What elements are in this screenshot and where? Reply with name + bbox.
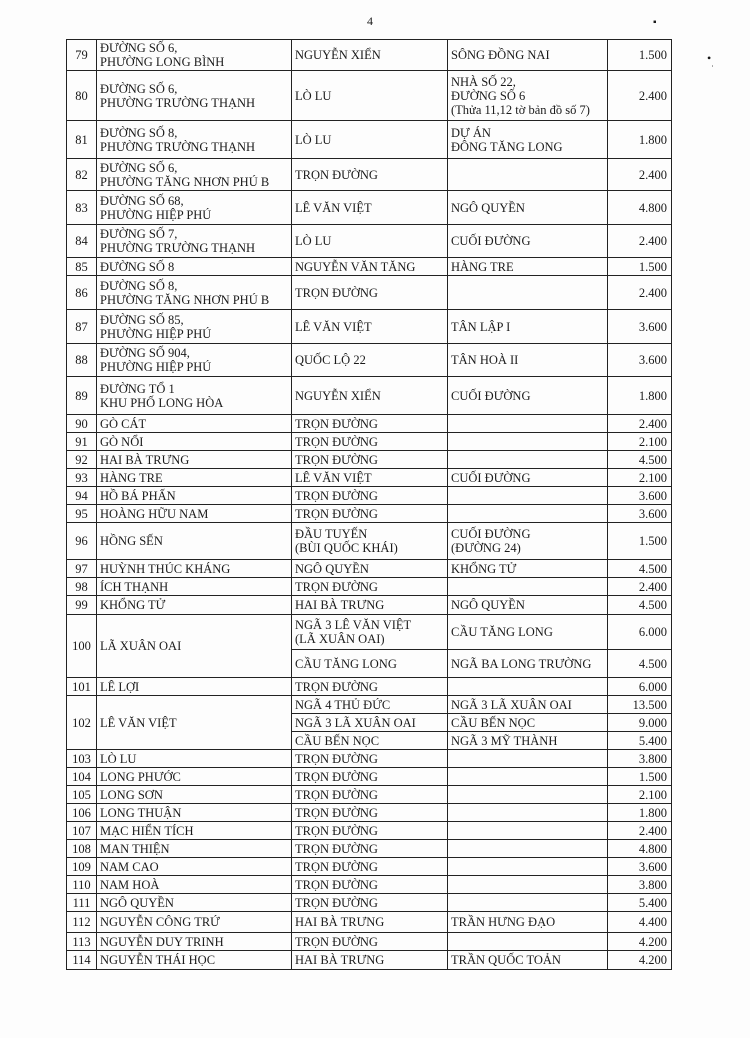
scan-dot-mark: ˙ — [711, 64, 714, 74]
segment-from: TRỌN ĐƯỜNG — [292, 578, 448, 596]
row-number: 95 — [67, 505, 97, 523]
segment-from: LÒ LU — [292, 121, 448, 159]
price-value: 4.200 — [608, 951, 672, 970]
street-name: LÒ LU — [97, 750, 292, 768]
row-number: 79 — [67, 40, 97, 71]
table-row — [67, 912, 672, 933]
street-name: ĐƯỜNG SỐ 7, PHƯỜNG TRƯỜNG THẠNH — [97, 225, 292, 258]
table-row — [67, 951, 672, 970]
segment-to — [448, 415, 608, 433]
table-row — [67, 40, 672, 71]
segment-from: TRỌN ĐƯỜNG — [292, 750, 448, 768]
segment-from: TRỌN ĐƯỜNG — [292, 768, 448, 786]
row-number: 94 — [67, 487, 97, 505]
price-value: 4.400 — [608, 912, 672, 933]
row-number: 93 — [67, 469, 97, 487]
street-name: GÒ CÁT — [97, 415, 292, 433]
row-number: 103 — [67, 750, 97, 768]
table-row — [67, 768, 672, 786]
street-name: NAM CAO — [97, 858, 292, 876]
street-name: NGUYỄN DUY TRINH — [97, 933, 292, 951]
segment-to: CUỐI ĐƯỜNG — [448, 225, 608, 258]
segment-to: CẦU BẾN NỌC — [448, 714, 608, 732]
street-name: NGUYỄN CÔNG TRỨ — [97, 912, 292, 933]
segment-from: CẦU TĂNG LONG — [292, 650, 448, 678]
price-value: 1.500 — [608, 40, 672, 71]
price-value: 3.600 — [608, 487, 672, 505]
street-name: HAI BÀ TRƯNG — [97, 451, 292, 469]
segment-to — [448, 451, 608, 469]
segment-from: LÊ VĂN VIỆT — [292, 310, 448, 344]
street-name: ĐƯỜNG TỔ 1 KHU PHỐ LONG HÒA — [97, 377, 292, 415]
row-number: 107 — [67, 822, 97, 840]
segment-to: TÂN HOÀ II — [448, 344, 608, 377]
street-name: LÊ VĂN VIỆT — [97, 696, 292, 750]
segment-to: NGÃ BA LONG TRƯỜNG — [448, 650, 608, 678]
price-value: 1.500 — [608, 258, 672, 276]
segment-to — [448, 505, 608, 523]
table-row — [67, 804, 672, 822]
segment-from: NGÃ 3 LÊ VĂN VIỆT (LÃ XUÂN OAI) — [292, 615, 448, 650]
segment-from: TRỌN ĐƯỜNG — [292, 451, 448, 469]
segment-to: CUỐI ĐƯỜNG — [448, 377, 608, 415]
segment-from: QUỐC LỘ 22 — [292, 344, 448, 377]
segment-to — [448, 858, 608, 876]
segment-from: TRỌN ĐƯỜNG — [292, 159, 448, 191]
segment-to — [448, 894, 608, 912]
table-row — [67, 523, 672, 560]
segment-to: TÂN LẬP I — [448, 310, 608, 344]
street-name: ĐƯỜNG SỐ 6, PHƯỜNG LONG BÌNH — [97, 40, 292, 71]
price-value: 4.500 — [608, 650, 672, 678]
street-name: NAM HOÀ — [97, 876, 292, 894]
price-value: 3.600 — [608, 344, 672, 377]
price-value: 4.200 — [608, 933, 672, 951]
street-name: LONG SƠN — [97, 786, 292, 804]
scan-dot-mark: ▪ — [653, 17, 657, 28]
price-value: 6.000 — [608, 678, 672, 696]
segment-from: TRỌN ĐƯỜNG — [292, 894, 448, 912]
price-value: 1.800 — [608, 121, 672, 159]
segment-to: NGÃ 3 MỸ THÀNH — [448, 732, 608, 750]
row-number: 91 — [67, 433, 97, 451]
segment-to: TRẦN QUỐC TOẢN — [448, 951, 608, 970]
row-number: 85 — [67, 258, 97, 276]
table-row — [67, 786, 672, 804]
table-row — [67, 696, 672, 714]
price-value: 1.500 — [608, 523, 672, 560]
segment-from: HAI BÀ TRƯNG — [292, 596, 448, 615]
row-number: 100 — [67, 615, 97, 678]
segment-to — [448, 822, 608, 840]
price-value: 2.100 — [608, 433, 672, 451]
table-row — [67, 505, 672, 523]
price-value: 2.100 — [608, 469, 672, 487]
segment-to: CẦU TĂNG LONG — [448, 615, 608, 650]
table-row — [67, 121, 672, 159]
table-row — [67, 469, 672, 487]
segment-to — [448, 768, 608, 786]
segment-to — [448, 876, 608, 894]
row-number: 87 — [67, 310, 97, 344]
table-row — [67, 840, 672, 858]
row-number: 96 — [67, 523, 97, 560]
scan-dot-mark: • — [707, 51, 712, 65]
segment-to — [448, 578, 608, 596]
segment-to — [448, 487, 608, 505]
street-name: ĐƯỜNG SỐ 8, PHƯỜNG TRƯỜNG THẠNH — [97, 121, 292, 159]
row-number: 99 — [67, 596, 97, 615]
table-row — [67, 258, 672, 276]
segment-from: TRỌN ĐƯỜNG — [292, 678, 448, 696]
street-name: ĐƯỜNG SỐ 904, PHƯỜNG HIỆP PHÚ — [97, 344, 292, 377]
table-row — [67, 933, 672, 951]
segment-from: LÊ VĂN VIỆT — [292, 469, 448, 487]
segment-to — [448, 276, 608, 310]
street-name: ĐƯỜNG SỐ 6, PHƯỜNG TRƯỜNG THẠNH — [97, 71, 292, 121]
price-value: 5.400 — [608, 894, 672, 912]
price-value: 2.400 — [608, 159, 672, 191]
price-value: 2.400 — [608, 822, 672, 840]
street-name: ĐƯỜNG SỐ 8, PHƯỜNG TĂNG NHƠN PHÚ B — [97, 276, 292, 310]
table-row — [67, 578, 672, 596]
table-row — [67, 344, 672, 377]
price-value: 1.500 — [608, 768, 672, 786]
table-row — [67, 71, 672, 121]
page-number: 4 — [367, 14, 373, 28]
price-value: 2.400 — [608, 71, 672, 121]
segment-from: LÒ LU — [292, 71, 448, 121]
price-value: 4.800 — [608, 840, 672, 858]
table-row — [67, 894, 672, 912]
street-name: ĐƯỜNG SỐ 85, PHƯỜNG HIỆP PHÚ — [97, 310, 292, 344]
street-name: NGUYỄN THÁI HỌC — [97, 951, 292, 970]
row-number: 98 — [67, 578, 97, 596]
street-price-table — [66, 39, 672, 970]
segment-from: TRỌN ĐƯỜNG — [292, 840, 448, 858]
row-number: 106 — [67, 804, 97, 822]
street-name: HUỲNH THÚC KHÁNG — [97, 560, 292, 578]
street-name: GÒ NỔI — [97, 433, 292, 451]
segment-to — [448, 804, 608, 822]
segment-to — [448, 159, 608, 191]
street-name: HỒ BÁ PHẤN — [97, 487, 292, 505]
row-number: 114 — [67, 951, 97, 970]
row-number: 88 — [67, 344, 97, 377]
price-value: 4.800 — [608, 191, 672, 225]
segment-from: NGÔ QUYỀN — [292, 560, 448, 578]
segment-from: LÒ LU — [292, 225, 448, 258]
row-number: 80 — [67, 71, 97, 121]
segment-from: NGUYỄN XIỂN — [292, 377, 448, 415]
row-number: 109 — [67, 858, 97, 876]
row-number: 111 — [67, 894, 97, 912]
segment-from: TRỌN ĐƯỜNG — [292, 276, 448, 310]
segment-from: TRỌN ĐƯỜNG — [292, 786, 448, 804]
row-number: 105 — [67, 786, 97, 804]
row-number: 110 — [67, 876, 97, 894]
price-value: 2.400 — [608, 225, 672, 258]
segment-from: TRỌN ĐƯỜNG — [292, 433, 448, 451]
row-number: 84 — [67, 225, 97, 258]
segment-to — [448, 840, 608, 858]
segment-from: TRỌN ĐƯỜNG — [292, 933, 448, 951]
price-value: 6.000 — [608, 615, 672, 650]
street-name: ĐƯỜNG SỐ 8 — [97, 258, 292, 276]
street-name: HOÀNG HỮU NAM — [97, 505, 292, 523]
segment-to — [448, 750, 608, 768]
price-value: 3.600 — [608, 505, 672, 523]
row-number: 83 — [67, 191, 97, 225]
segment-from: NGÃ 4 THỦ ĐỨC — [292, 696, 448, 714]
table-row — [67, 415, 672, 433]
segment-from: TRỌN ĐƯỜNG — [292, 804, 448, 822]
row-number: 104 — [67, 768, 97, 786]
table-row — [67, 451, 672, 469]
table-row — [67, 377, 672, 415]
price-value: 13.500 — [608, 696, 672, 714]
price-value: 3.600 — [608, 310, 672, 344]
segment-to: CUỐI ĐƯỜNG (ĐƯỜNG 24) — [448, 523, 608, 560]
segment-to: TRẦN HƯNG ĐẠO — [448, 912, 608, 933]
segment-from: TRỌN ĐƯỜNG — [292, 415, 448, 433]
segment-from: ĐẦU TUYẾN (BÙI QUỐC KHÁI) — [292, 523, 448, 560]
price-value: 2.400 — [608, 578, 672, 596]
street-name: MAN THIỆN — [97, 840, 292, 858]
price-value: 2.400 — [608, 276, 672, 310]
street-name: LÊ LỢI — [97, 678, 292, 696]
table-row — [67, 433, 672, 451]
street-name: HÀNG TRE — [97, 469, 292, 487]
row-number: 113 — [67, 933, 97, 951]
table-row — [67, 876, 672, 894]
table-row — [67, 487, 672, 505]
segment-to — [448, 933, 608, 951]
segment-to — [448, 678, 608, 696]
price-value: 4.500 — [608, 560, 672, 578]
street-name: ÍCH THẠNH — [97, 578, 292, 596]
row-number: 89 — [67, 377, 97, 415]
segment-from: TRỌN ĐƯỜNG — [292, 822, 448, 840]
segment-to: NGÃ 3 LÃ XUÂN OAI — [448, 696, 608, 714]
row-number: 108 — [67, 840, 97, 858]
segment-to: DỰ ÁN ĐÔNG TĂNG LONG — [448, 121, 608, 159]
table-row — [67, 159, 672, 191]
price-value: 2.100 — [608, 786, 672, 804]
row-number: 86 — [67, 276, 97, 310]
row-number: 90 — [67, 415, 97, 433]
row-number: 101 — [67, 678, 97, 696]
price-value: 9.000 — [608, 714, 672, 732]
segment-from: HAI BÀ TRƯNG — [292, 912, 448, 933]
row-number: 97 — [67, 560, 97, 578]
street-name: LONG THUẬN — [97, 804, 292, 822]
street-name: MẠC HIỂN TÍCH — [97, 822, 292, 840]
segment-to: NHÀ SỐ 22, ĐƯỜNG SỐ 6 (Thửa 11,12 tờ bản đồ số 7) — [448, 71, 608, 121]
row-number: 102 — [67, 696, 97, 750]
segment-from: NGÃ 3 LÃ XUÂN OAI — [292, 714, 448, 732]
table-row — [67, 822, 672, 840]
price-value: 1.800 — [608, 377, 672, 415]
price-value: 1.800 — [608, 804, 672, 822]
row-number: 81 — [67, 121, 97, 159]
segment-to: HÀNG TRE — [448, 258, 608, 276]
segment-to: SÔNG ĐỒNG NAI — [448, 40, 608, 71]
table-row — [67, 191, 672, 225]
segment-from: TRỌN ĐƯỜNG — [292, 487, 448, 505]
segment-from: CẦU BẾN NỌC — [292, 732, 448, 750]
segment-to: CUỐI ĐƯỜNG — [448, 469, 608, 487]
segment-to — [448, 433, 608, 451]
street-name: ĐƯỜNG SỐ 68, PHƯỜNG HIỆP PHÚ — [97, 191, 292, 225]
table-row — [67, 276, 672, 310]
table-row — [67, 750, 672, 768]
price-value: 2.400 — [608, 415, 672, 433]
table-row — [67, 560, 672, 578]
street-name: KHỔNG TỬ — [97, 596, 292, 615]
segment-from: TRỌN ĐƯỜNG — [292, 876, 448, 894]
price-value: 3.600 — [608, 858, 672, 876]
table-row — [67, 858, 672, 876]
segment-from: NGUYỄN XIỂN — [292, 40, 448, 71]
price-value: 4.500 — [608, 596, 672, 615]
segment-from: NGUYỄN VĂN TĂNG — [292, 258, 448, 276]
street-name: NGÔ QUYỀN — [97, 894, 292, 912]
segment-from: TRỌN ĐƯỜNG — [292, 505, 448, 523]
segment-from: TRỌN ĐƯỜNG — [292, 858, 448, 876]
table-row — [67, 596, 672, 615]
street-name: LÃ XUÂN OAI — [97, 615, 292, 678]
row-number: 112 — [67, 912, 97, 933]
row-number: 92 — [67, 451, 97, 469]
segment-from: LÊ VĂN VIỆT — [292, 191, 448, 225]
segment-to: NGÔ QUYỀN — [448, 191, 608, 225]
street-name: ĐƯỜNG SỐ 6, PHƯỜNG TĂNG NHƠN PHÚ B — [97, 159, 292, 191]
price-value: 4.500 — [608, 451, 672, 469]
table-row — [67, 310, 672, 344]
table-row — [67, 678, 672, 696]
price-value: 3.800 — [608, 750, 672, 768]
segment-to — [448, 786, 608, 804]
segment-to: KHỔNG TỬ — [448, 560, 608, 578]
price-value: 3.800 — [608, 876, 672, 894]
street-name: HỒNG SẾN — [97, 523, 292, 560]
table-row — [67, 615, 672, 650]
price-value: 5.400 — [608, 732, 672, 750]
segment-from: HAI BÀ TRƯNG — [292, 951, 448, 970]
street-name: LONG PHƯỚC — [97, 768, 292, 786]
segment-to: NGÔ QUYỀN — [448, 596, 608, 615]
table-row — [67, 225, 672, 258]
row-number: 82 — [67, 159, 97, 191]
